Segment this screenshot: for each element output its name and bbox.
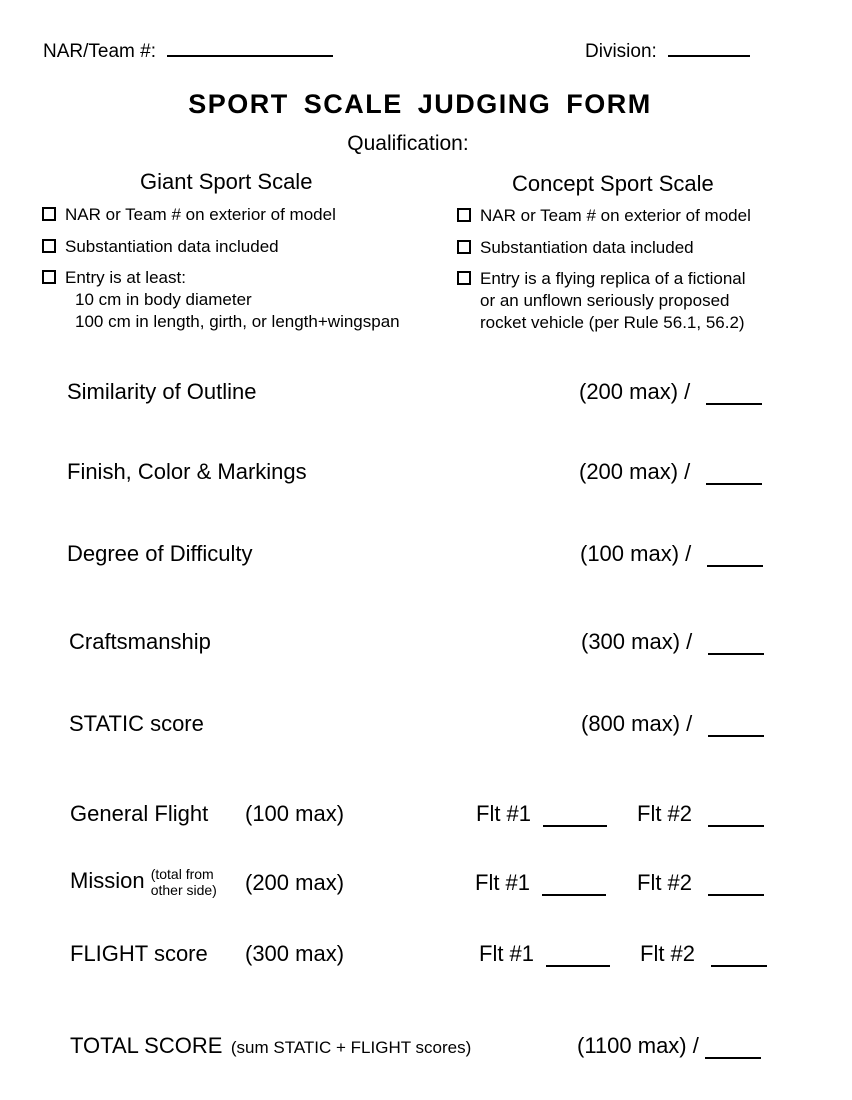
finish-score-field: (200 max) /	[579, 459, 762, 485]
concept-item-replica: Entry is a flying replica of a fictional or an unflown seriously proposed rocket vehicle (per Rule 56.1, 56.2)	[457, 268, 751, 334]
team-number-label: NAR/Team #:	[43, 41, 156, 62]
giant-sport-scale-title: Giant Sport Scale	[140, 169, 313, 194]
difficulty-score-field: (100 max) /	[580, 541, 763, 567]
giant-item-team-number: NAR or Team # on exterior of model	[42, 204, 400, 226]
qualification-label: Qualification:	[347, 132, 469, 155]
craftsmanship-label: Craftsmanship	[69, 629, 211, 654]
static-score-field: (800 max) /	[581, 711, 764, 737]
mission-label: Mission	[70, 867, 145, 893]
flight-score-flt1-field: Flt #1	[479, 941, 610, 967]
difficulty-label: Degree of Difficulty	[67, 541, 253, 566]
concept-item-substantiation: Substantiation data included	[457, 237, 751, 259]
score-blank[interactable]	[708, 717, 764, 737]
total-score-note: (sum STATIC + FLIGHT scores)	[230, 1038, 472, 1057]
flt1-blank[interactable]	[542, 876, 606, 896]
finish-label: Finish, Color & Markings	[67, 459, 307, 484]
mission-max: (200 max)	[245, 870, 345, 895]
flight-score-label: FLIGHT score	[70, 941, 208, 966]
giant-item-size: Entry is at least: 10 cm in body diameter 100 cm in length, girth, or length+wingspan	[42, 267, 400, 333]
division-label: Division:	[585, 41, 657, 62]
checkbox[interactable]	[457, 208, 471, 222]
general-flight-label: General Flight	[70, 801, 209, 826]
checkbox[interactable]	[42, 207, 56, 221]
score-blank[interactable]	[708, 635, 764, 655]
score-blank[interactable]	[706, 465, 762, 485]
concept-qualification-list	[457, 205, 751, 334]
team-number-blank[interactable]	[167, 41, 333, 57]
similarity-score-field: (200 max) /	[579, 379, 762, 405]
static-score-label: STATIC score	[69, 711, 204, 736]
total-score-field: (1100 max) /	[577, 1033, 761, 1059]
flt1-blank[interactable]	[543, 807, 607, 827]
total-score-label: TOTAL SCORE	[70, 1033, 223, 1058]
division-blank[interactable]	[668, 41, 750, 57]
flight-score-max: (300 max)	[245, 941, 345, 966]
score-blank[interactable]	[706, 385, 762, 405]
concept-item-team-number: NAR or Team # on exterior of model	[457, 205, 751, 227]
general-flight-max: (100 max)	[245, 801, 345, 826]
giant-qualification-list	[42, 204, 400, 333]
flt2-blank[interactable]	[708, 876, 764, 896]
general-flight-flt2-field: Flt #2	[637, 801, 764, 827]
checkbox[interactable]	[457, 271, 471, 285]
checkbox[interactable]	[42, 239, 56, 253]
score-blank[interactable]	[707, 547, 763, 567]
division-field	[585, 41, 750, 63]
general-flight-flt1-field: Flt #1	[476, 801, 607, 827]
concept-sport-scale-title: Concept Sport Scale	[512, 171, 714, 196]
checkbox[interactable]	[42, 270, 56, 284]
form-title: SPORT SCALE JUDGING FORM	[188, 89, 652, 119]
mission-flt1-field: Flt #1	[475, 870, 606, 896]
flt2-blank[interactable]	[711, 947, 767, 967]
score-blank[interactable]	[705, 1039, 761, 1059]
total-score-label-field	[70, 1033, 471, 1059]
mission-label-field	[70, 866, 217, 898]
craftsmanship-score-field: (300 max) /	[581, 629, 764, 655]
flight-score-flt2-field: Flt #2	[640, 941, 767, 967]
checkbox[interactable]	[457, 240, 471, 254]
mission-note: (total from other side)	[150, 866, 217, 898]
team-number-field	[43, 41, 333, 63]
giant-item-substantiation: Substantiation data included	[42, 236, 400, 258]
flt1-blank[interactable]	[546, 947, 610, 967]
mission-flt2-field: Flt #2	[637, 870, 764, 896]
similarity-label: Similarity of Outline	[67, 379, 257, 404]
flt2-blank[interactable]	[708, 807, 764, 827]
